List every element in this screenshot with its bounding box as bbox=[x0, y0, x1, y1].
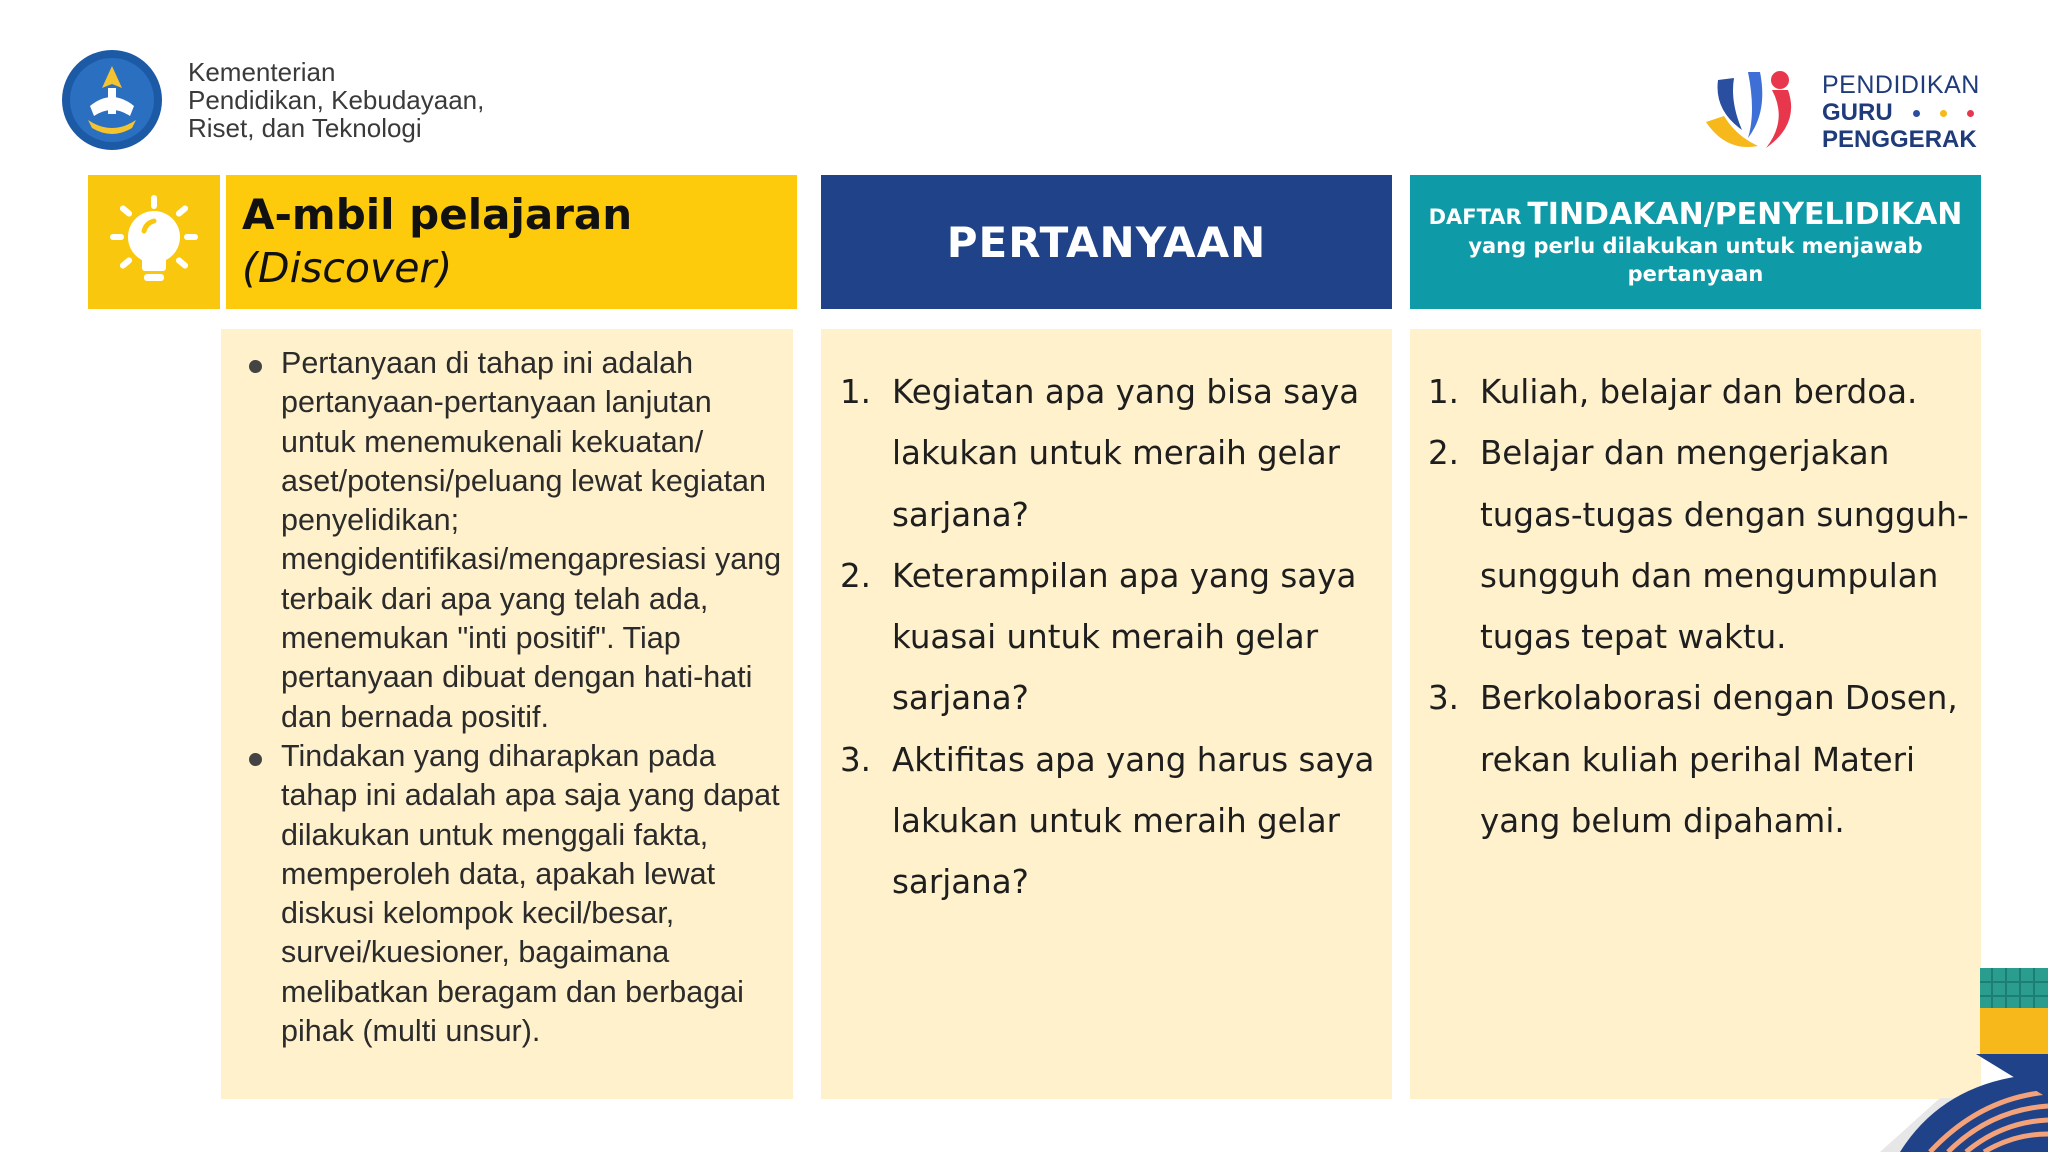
pgp-dots bbox=[1893, 99, 1974, 126]
guru-penggerak-logo-mark bbox=[1696, 60, 1826, 160]
questions-list bbox=[840, 362, 1380, 914]
actions-subtitle: yang perlu dilakukan untuk menjawab pertanyaan bbox=[1468, 234, 1923, 286]
kemendikbud-line-1: Kementerian bbox=[188, 57, 336, 87]
list-item bbox=[1428, 362, 1973, 423]
kemendikbud-logo bbox=[60, 48, 164, 152]
discover-title: A-mbil pelajaran bbox=[242, 190, 633, 239]
pgp-line-1: PENDIDIKAN bbox=[1822, 71, 1980, 99]
kemendikbud-line-3: Riset, dan Teknologi bbox=[188, 113, 422, 143]
kemendikbud-name bbox=[188, 58, 484, 142]
list-item bbox=[1428, 423, 1973, 668]
item-text: Kegiatan apa yang bisa saya lakukan untuk meraih gelar sarjana? bbox=[892, 373, 1360, 534]
list-item bbox=[840, 730, 1380, 914]
item-number: 3. bbox=[840, 740, 872, 779]
list-item bbox=[840, 362, 1380, 546]
item-text: Belajar dan mengerjakan tugas-tugas dengan sungguh-sungguh dan mengumpulan tugas tepat waktu. bbox=[1480, 434, 1969, 657]
item-number: 2. bbox=[840, 556, 872, 595]
list-item bbox=[1428, 668, 1973, 852]
pgp-line-3: PENGGERAK bbox=[1822, 126, 1977, 153]
questions-header bbox=[821, 175, 1392, 309]
list-item: Tindakan yang diharapkan pada tahap ini adalah apa saja yang dapat dilakukan untuk menggali fakta, memperoleh data, apakah lewat diskusi kelompok kecil/besar, survei/kuesioner, bagaimana melibatkan beragam dan berbagai pihak (multi unsur). bbox=[247, 737, 787, 1051]
actions-list bbox=[1428, 362, 1973, 852]
discover-subtitle: (Discover) bbox=[242, 244, 453, 292]
list-item: Pertanyaan di tahap ini adalah pertanyaan-pertanyaan lanjutan untuk menemukenali kekuatan/ aset/potensi/peluang lewat kegiatan penyelidikan; mengidentifikasi/mengapresiasi yang terbaik dari apa yang telah ada, menemukan "inti positif". Tiap pertanyaan dibuat dengan hati-hati dan bernada positif. bbox=[247, 344, 787, 737]
item-number: 2. bbox=[1428, 434, 1460, 473]
actions-header bbox=[1410, 175, 1981, 309]
lightbulb-icon bbox=[88, 175, 220, 309]
item-text: Berkolaborasi dengan Dosen, rekan kuliah perihal Materi yang belum dipahami. bbox=[1480, 679, 1958, 841]
guru-penggerak-wordmark bbox=[1822, 72, 1980, 153]
item-text: Kuliah, belajar dan berdoa. bbox=[1480, 373, 1918, 411]
kemendikbud-line-2: Pendidikan, Kebudayaan, bbox=[188, 85, 485, 115]
corner-decoration bbox=[1780, 968, 2048, 1152]
actions-title-prefix: DAFTAR bbox=[1428, 205, 1522, 229]
item-number: 3. bbox=[1428, 679, 1460, 718]
discover-bullets bbox=[247, 344, 787, 1051]
list-item bbox=[840, 546, 1380, 730]
item-number: 1. bbox=[1428, 373, 1460, 411]
item-text: Aktifitas apa yang harus saya lakukan untuk meraih gelar sarjana? bbox=[892, 740, 1375, 902]
questions-title: PERTANYAAN bbox=[946, 217, 1267, 267]
actions-title-main: TINDAKAN/PENYELIDIKAN bbox=[1527, 197, 1963, 232]
item-text: Keterampilan apa yang saya kuasai untuk meraih gelar sarjana? bbox=[892, 556, 1357, 718]
pgp-line-2: GURU bbox=[1822, 99, 1893, 126]
item-number: 1. bbox=[840, 373, 872, 411]
discover-icon-box bbox=[88, 175, 220, 309]
